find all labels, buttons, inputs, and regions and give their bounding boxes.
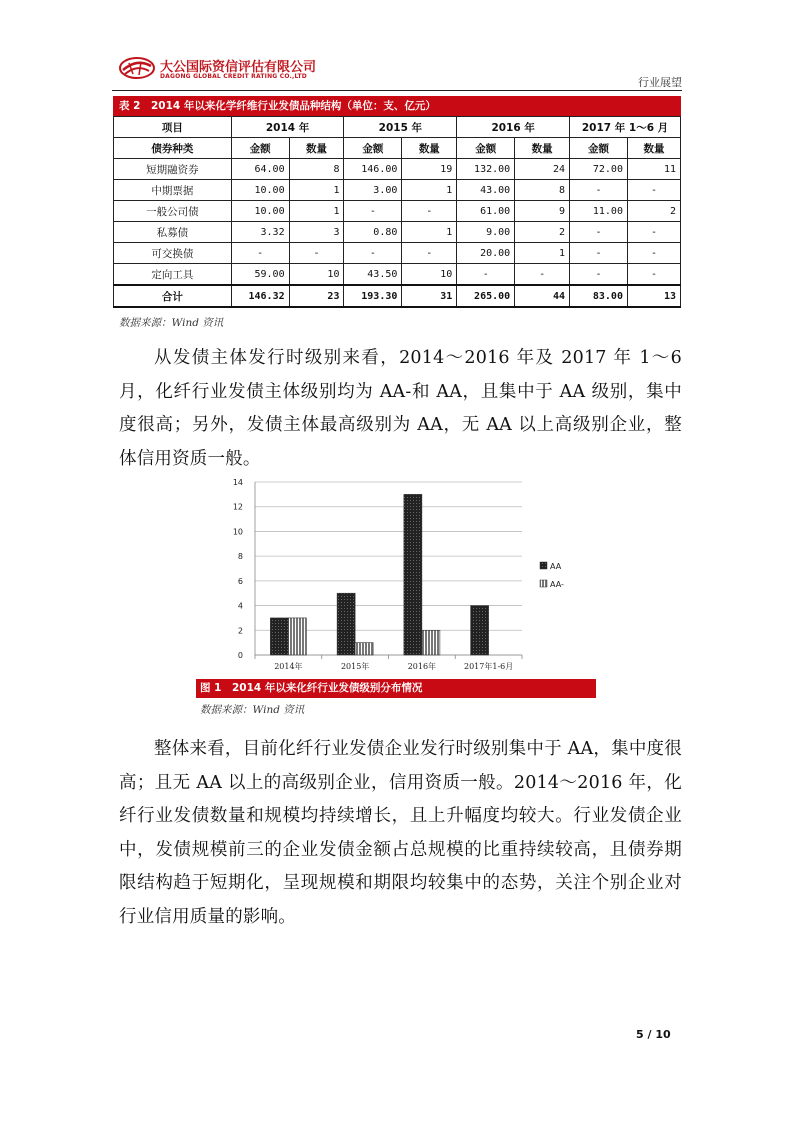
amount-cell: 20.00 — [457, 243, 515, 264]
row-label: 合计 — [114, 285, 232, 307]
table-row — [114, 159, 681, 180]
legend-label: AA- — [550, 580, 564, 589]
count-cell: 10 — [289, 264, 344, 286]
amount-cell: - — [344, 201, 402, 222]
count-cell: 1 — [289, 180, 344, 201]
table-header-row-years — [114, 117, 681, 138]
amount-cell: 3.00 — [344, 180, 402, 201]
amount-header: 金额 — [344, 138, 402, 159]
count-cell: - — [289, 243, 344, 264]
row-label: 定向工具 — [114, 264, 232, 286]
count-cell: 19 — [402, 159, 457, 180]
amount-cell: - — [344, 243, 402, 264]
amount-cell: 10.00 — [231, 201, 289, 222]
amount-cell: 132.00 — [457, 159, 515, 180]
amount-cell: 10.00 — [231, 180, 289, 201]
amount-cell: 146.32 — [231, 285, 289, 307]
amount-header: 金额 — [231, 138, 289, 159]
amount-cell: - — [570, 222, 628, 243]
bar-aa — [337, 593, 355, 655]
row-label: 一般公司债 — [114, 201, 232, 222]
count-cell: 44 — [515, 285, 570, 307]
amount-cell: 9.00 — [457, 222, 515, 243]
count-header: 数量 — [515, 138, 570, 159]
x-tick-label: 2017年1-6月 — [464, 662, 514, 671]
amount-cell: 11.00 — [570, 201, 628, 222]
row-label: 中期票据 — [114, 180, 232, 201]
bar-aaminus — [355, 643, 373, 655]
count-cell: 1 — [515, 243, 570, 264]
table-row — [114, 201, 681, 222]
count-cell: 11 — [627, 159, 680, 180]
amount-cell: 64.00 — [231, 159, 289, 180]
y-tick-label: 14 — [232, 478, 243, 487]
count-cell: 23 — [289, 285, 344, 307]
row-label: 私募债 — [114, 222, 232, 243]
count-cell: 8 — [515, 180, 570, 201]
count-cell: 9 — [515, 201, 570, 222]
amount-cell: 193.30 — [344, 285, 402, 307]
table-row — [114, 264, 681, 286]
year-header: 2014 年 — [231, 117, 344, 138]
amount-cell: 61.00 — [457, 201, 515, 222]
company-name-en: DAGONG GLOBAL CREDIT RATING CO.,LTD — [160, 73, 307, 80]
x-tick-label: 2016年 — [407, 662, 437, 671]
amount-cell: 0.80 — [344, 222, 402, 243]
amount-cell: 83.00 — [570, 285, 628, 307]
table-row — [114, 243, 681, 264]
section-title: 行业展望 — [638, 76, 682, 89]
count-header: 数量 — [289, 138, 344, 159]
table-row — [114, 222, 681, 243]
bond-structure-table — [113, 116, 681, 308]
count-cell: - — [515, 264, 570, 286]
amount-cell: 59.00 — [231, 264, 289, 286]
year-header: 2017 年 1～6 月 — [570, 117, 681, 138]
count-cell: 1 — [402, 180, 457, 201]
year-header: 2015 年 — [344, 117, 457, 138]
y-tick-label: 4 — [237, 601, 243, 611]
amount-cell: 3.32 — [231, 222, 289, 243]
y-tick-label: 2 — [237, 626, 243, 636]
amount-header: 金额 — [457, 138, 515, 159]
bar-aa — [404, 494, 422, 655]
figure-caption: 图 1 2014 年以来化纤行业发债级别分布情况 — [196, 679, 596, 698]
legend-swatch — [540, 562, 547, 569]
legend-label: AA — [550, 562, 562, 571]
y-tick-label: 10 — [232, 527, 243, 537]
rating-distribution-chart — [200, 470, 596, 682]
count-cell: 1 — [289, 201, 344, 222]
col-item-header: 项目 — [114, 117, 232, 138]
x-tick-label: 2014年 — [274, 662, 303, 671]
count-cell: - — [627, 264, 680, 286]
amount-header: 金额 — [570, 138, 628, 159]
count-cell: 10 — [402, 264, 457, 286]
table-caption: 表 2 2014 年以来化学纤维行业发债品种结构（单位：支、亿元） — [113, 96, 681, 116]
dagong-logo-icon — [119, 56, 155, 80]
y-tick-label: 6 — [237, 576, 243, 586]
year-header: 2016 年 — [457, 117, 570, 138]
legend-swatch — [540, 580, 547, 587]
count-cell: - — [402, 201, 457, 222]
count-cell: 8 — [289, 159, 344, 180]
row-label: 可交换债 — [114, 243, 232, 264]
amount-cell: - — [570, 180, 628, 201]
x-tick-label: 2015年 — [340, 662, 370, 671]
paragraph-rating-distribution: 从发债主体发行时级别来看，2014～2016 年及 2017 年 1～6 月，化纤行业发债主体级别均为 AA-和 AA，且集中于 AA 级别，集中度很高；另外，发债主体最高级别为 AA，无 AA 以上高级别企业，整体信用资质一般。 — [119, 348, 682, 469]
count-header: 数量 — [402, 138, 457, 159]
count-cell: - — [627, 222, 680, 243]
amount-cell: - — [457, 264, 515, 286]
count-cell: 31 — [402, 285, 457, 307]
count-cell: 24 — [515, 159, 570, 180]
page-number: 5 / 10 — [636, 1028, 671, 1041]
header-divider — [112, 90, 682, 91]
count-cell: - — [402, 243, 457, 264]
bar-aaminus — [288, 618, 306, 655]
page-header — [112, 50, 682, 92]
table-source: 数据来源：Wind 资讯 — [119, 317, 224, 329]
count-cell: 2 — [515, 222, 570, 243]
table-row — [114, 180, 681, 201]
amount-cell: - — [570, 243, 628, 264]
figure-source: 数据来源：Wind 资讯 — [200, 704, 305, 716]
amount-cell: - — [231, 243, 289, 264]
amount-cell: 43.50 — [344, 264, 402, 286]
amount-cell: 43.00 — [457, 180, 515, 201]
count-header: 数量 — [627, 138, 680, 159]
row-label: 短期融资券 — [114, 159, 232, 180]
paragraph-summary: 整体来看，目前化纤行业发债企业发行时级别集中于 AA，集中度很高；且无 AA 以上的高级别企业，信用资质一般。2014～2016 年，化纤行业发债数量和规模均持续增长，且上升幅度均较大。行业发债企业中，发债规模前三的企业发债金额占总规模的比重持续较高，且债券期限结构趋于短期化，呈现规模和期限均较集中的态势，关注个别企业对行业信用质量的影响。 — [119, 739, 682, 927]
bar-aa — [270, 618, 288, 655]
company-name-cn: 大公国际资信评估有限公司 — [160, 60, 317, 75]
amount-cell: 72.00 — [570, 159, 628, 180]
y-tick-label: 0 — [237, 651, 243, 660]
count-cell: - — [627, 243, 680, 264]
y-tick-label: 8 — [237, 552, 243, 562]
count-cell: - — [627, 180, 680, 201]
amount-cell: - — [570, 264, 628, 286]
count-cell: 13 — [627, 285, 680, 307]
col-type-header: 债券种类 — [114, 138, 232, 159]
table-header-row-measures — [114, 138, 681, 159]
amount-cell: 146.00 — [344, 159, 402, 180]
y-tick-label: 12 — [232, 502, 243, 512]
count-cell: 1 — [402, 222, 457, 243]
count-cell: 2 — [627, 201, 680, 222]
bar-aaminus — [422, 630, 440, 655]
amount-cell: 265.00 — [457, 285, 515, 307]
table-total-row — [114, 285, 681, 307]
count-cell: 3 — [289, 222, 344, 243]
bar-aa — [471, 606, 489, 655]
